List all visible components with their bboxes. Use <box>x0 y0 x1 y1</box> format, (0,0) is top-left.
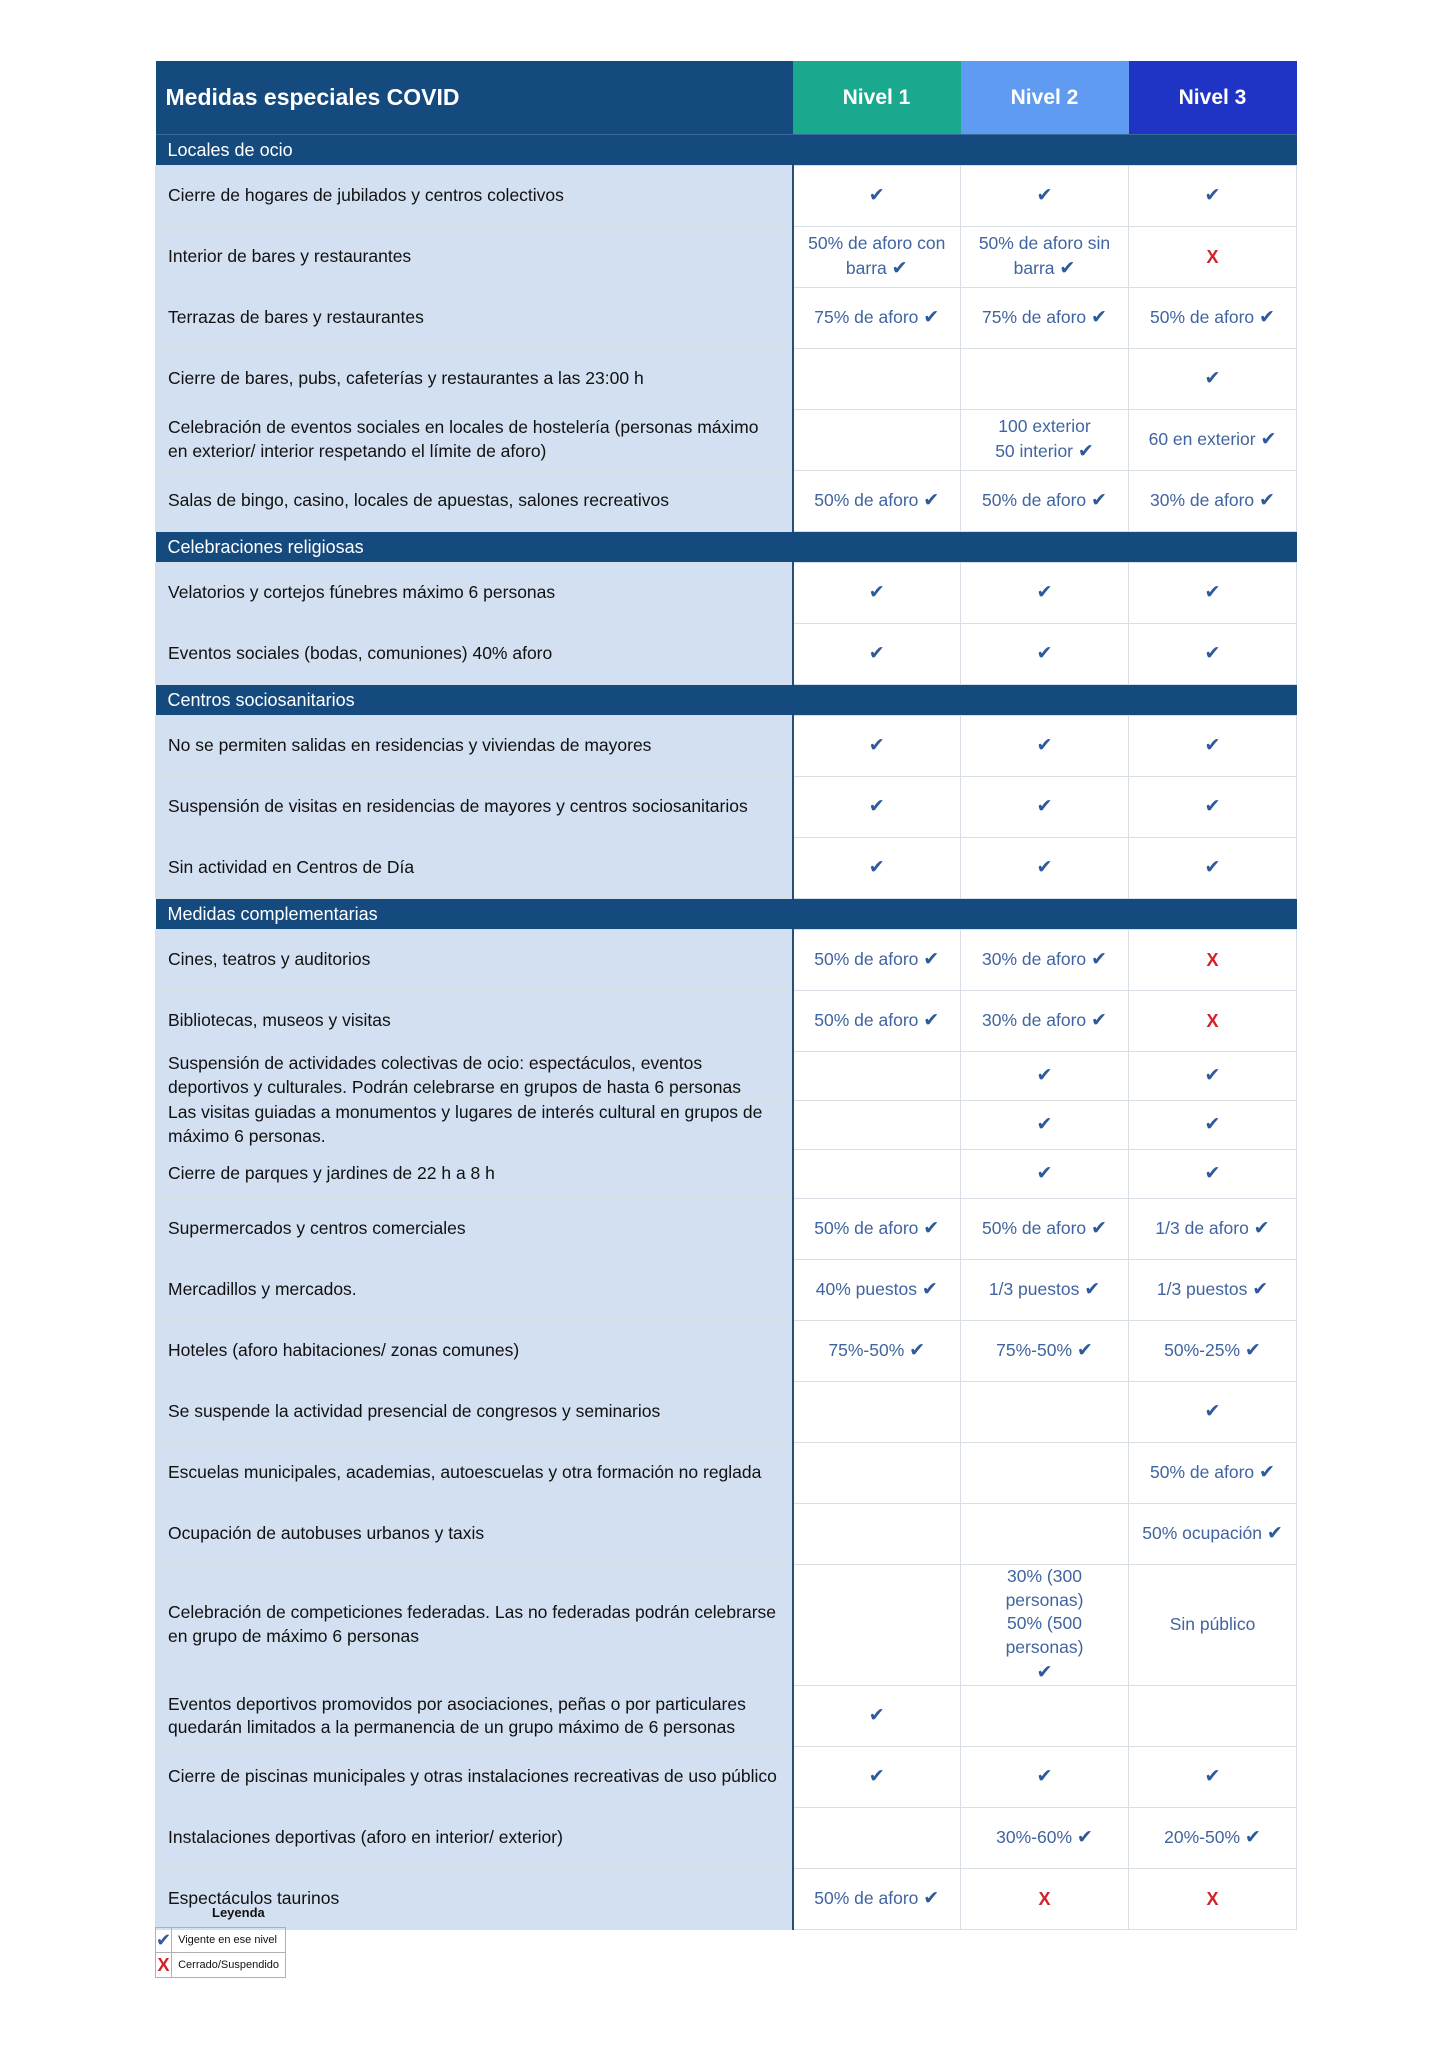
level-2-cell: 100 exterior 50 interior ✔ <box>961 410 1129 471</box>
level-1-cell <box>793 1565 961 1686</box>
level-3-cell: 1/3 puestos ✔ <box>1129 1260 1297 1321</box>
level-1-cell <box>793 1150 961 1199</box>
measure-label: Mercadillos y mercados. <box>156 1260 793 1321</box>
level-3-cell: 60 en exterior ✔ <box>1129 410 1297 471</box>
check-icon: ✔ <box>1091 1010 1107 1032</box>
level-1-cell <box>793 563 961 624</box>
measure-label: Salas de bingo, casino, locales de apuestas, salones recreativos <box>156 471 793 532</box>
table-row <box>156 624 1297 685</box>
cross-icon: X <box>1206 246 1219 267</box>
measure-label: Hoteles (aforo habitaciones/ zonas comunes) <box>156 1321 793 1382</box>
level-1-cell: 50% de aforo ✔ <box>793 471 961 532</box>
level-1-cell: 50% de aforo con barra ✔ <box>793 227 961 288</box>
level-2-cell: 50% de aforo ✔ <box>961 1199 1129 1260</box>
level-1-cell <box>793 1382 961 1443</box>
check-icon: ✔ <box>868 1766 885 1788</box>
level-2-cell: 75%-50% ✔ <box>961 1321 1129 1382</box>
table-row <box>156 166 1297 227</box>
check-icon: ✔ <box>1259 307 1275 329</box>
check-icon: ✔ <box>1076 1340 1093 1362</box>
level-2-cell <box>961 1504 1129 1565</box>
level-1-cell <box>793 349 961 410</box>
measure-label: Sin actividad en Centros de Día <box>156 838 793 899</box>
check-icon: ✔ <box>1036 643 1053 665</box>
section-header-row <box>156 135 1297 166</box>
table-row <box>156 1869 1297 1930</box>
level-3-cell <box>1129 1747 1297 1808</box>
legend-text: Cerrado/Suspendido <box>172 1953 286 1978</box>
check-icon: ✔ <box>1091 490 1107 512</box>
check-icon: ✔ <box>1059 257 1076 279</box>
table-row <box>156 777 1297 838</box>
measure-label: No se permiten salidas en residencias y viviendas de mayores <box>156 716 793 777</box>
legend-item <box>156 1953 286 1978</box>
level-2-cell: 1/3 puestos ✔ <box>961 1260 1129 1321</box>
table-row <box>156 1747 1297 1808</box>
level-3-cell: Sin público <box>1129 1565 1297 1686</box>
table-row <box>156 349 1297 410</box>
check-icon: ✔ <box>868 185 885 207</box>
level-2-cell <box>961 1443 1129 1504</box>
check-icon: ✔ <box>1204 185 1221 207</box>
check-icon: ✔ <box>1204 796 1221 818</box>
check-icon: ✔ <box>921 1279 938 1301</box>
measure-label: Espectáculos taurinos <box>156 1869 793 1930</box>
level-1-cell: 50% de aforo ✔ <box>793 930 961 991</box>
level-3-cell <box>1129 1150 1297 1199</box>
level-1-cell: 40% puestos ✔ <box>793 1260 961 1321</box>
check-icon: ✔ <box>1204 1401 1221 1423</box>
check-icon: ✔ <box>1253 1218 1270 1240</box>
table-body <box>156 135 1297 1930</box>
measure-label: Instalaciones deportivas (aforo en interior/ exterior) <box>156 1808 793 1869</box>
check-icon: ✔ <box>868 796 885 818</box>
measure-label: Ocupación de autobuses urbanos y taxis <box>156 1504 793 1565</box>
level-3-cell <box>1129 716 1297 777</box>
check-icon: ✔ <box>1036 582 1053 604</box>
level-3-cell <box>1129 1869 1297 1930</box>
level-3-cell: 30% de aforo ✔ <box>1129 471 1297 532</box>
measure-label: Cierre de bares, pubs, cafeterías y restaurantes a las 23:00 h <box>156 349 793 410</box>
measure-label: Eventos deportivos promovidos por asociaciones, peñas o por particulares quedarán limitados a la permanencia de un grupo máximo de 6 personas <box>156 1686 793 1747</box>
check-icon: ✔ <box>1204 1065 1221 1087</box>
check-icon: ✔ <box>923 1010 940 1032</box>
level-2-cell: 75% de aforo ✔ <box>961 288 1129 349</box>
measure-label: Escuelas municipales, academias, autoescuelas y otra formación no reglada <box>156 1443 793 1504</box>
check-icon: ✔ <box>1244 1827 1261 1849</box>
check-icon: ✔ <box>1204 643 1221 665</box>
check-icon: ✔ <box>868 1705 885 1727</box>
table-row <box>156 1382 1297 1443</box>
measure-label: Supermercados y centros comerciales <box>156 1199 793 1260</box>
level-3-cell: 1/3 de aforo ✔ <box>1129 1199 1297 1260</box>
level-2-cell <box>961 1869 1129 1930</box>
section-header-row <box>156 685 1297 716</box>
cross-icon: X <box>1206 1888 1219 1909</box>
level-2-cell <box>961 1747 1129 1808</box>
check-icon: ✔ <box>1036 1163 1053 1185</box>
level-2-cell <box>961 1052 1129 1101</box>
level-2-cell <box>961 166 1129 227</box>
check-icon: ✔ <box>1091 307 1107 329</box>
level-3-cell <box>1129 1101 1297 1150</box>
check-icon: ✔ <box>891 257 908 279</box>
table-row <box>156 930 1297 991</box>
check-icon: ✔ <box>1036 1661 1053 1683</box>
check-icon: ✔ <box>923 490 940 512</box>
measure-label: Cierre de hogares de jubilados y centros colectivos <box>156 166 793 227</box>
level-2-cell <box>961 838 1129 899</box>
check-icon: ✔ <box>1036 1766 1053 1788</box>
measure-label: Eventos sociales (bodas, comuniones) 40% aforo <box>156 624 793 685</box>
check-icon: ✔ <box>923 307 940 329</box>
table-header-row <box>156 61 1297 135</box>
table-row <box>156 1052 1297 1101</box>
level-3-cell: 50%-25% ✔ <box>1129 1321 1297 1382</box>
check-icon: ✔ <box>1204 1163 1221 1185</box>
check-icon: ✔ <box>1204 735 1221 757</box>
level-3-cell <box>1129 563 1297 624</box>
check-icon: ✔ <box>1091 1218 1107 1240</box>
level-3-cell <box>1129 838 1297 899</box>
level-2-cell <box>961 777 1129 838</box>
level-1-cell <box>793 1747 961 1808</box>
level-3-cell: 50% de aforo ✔ <box>1129 1443 1297 1504</box>
measure-label: Celebración de eventos sociales en locales de hostelería (personas máximo en exterior/ interior respetando el límite de aforo) <box>156 410 793 471</box>
table-row <box>156 1565 1297 1686</box>
section-title: Centros sociosanitarios <box>156 685 1297 716</box>
check-icon: ✔ <box>1252 1279 1269 1301</box>
level-1-cell <box>793 716 961 777</box>
check-icon: ✔ <box>1036 1065 1053 1087</box>
cross-icon: X <box>1206 1010 1219 1031</box>
check-icon: ✔ <box>923 949 940 971</box>
level-2-cell <box>961 1150 1129 1199</box>
level-2-cell: 50% de aforo sin barra ✔ <box>961 227 1129 288</box>
measure-label: Terrazas de bares y restaurantes <box>156 288 793 349</box>
check-icon: ✔ <box>909 1340 926 1362</box>
level-1-cell: 50% de aforo ✔ <box>793 991 961 1052</box>
check-icon: ✔ <box>1091 949 1107 971</box>
table-row <box>156 1686 1297 1747</box>
level-1-cell: 50% de aforo ✔ <box>793 1199 961 1260</box>
legend-table <box>155 1927 286 1978</box>
level-3-cell <box>1129 930 1297 991</box>
level-1-cell <box>793 838 961 899</box>
table-row <box>156 991 1297 1052</box>
check-icon: ✔ <box>1036 735 1053 757</box>
section-header-row <box>156 532 1297 563</box>
table-row <box>156 1808 1297 1869</box>
table-row <box>156 1199 1297 1260</box>
level-3-header: Nivel 3 <box>1129 61 1297 135</box>
table-row <box>156 1443 1297 1504</box>
level-2-cell <box>961 563 1129 624</box>
measure-label: Se suspende la actividad presencial de congresos y seminarios <box>156 1382 793 1443</box>
check-icon: ✔ <box>868 643 885 665</box>
table-row <box>156 716 1297 777</box>
table-row <box>156 410 1297 471</box>
level-3-cell: 50% de aforo ✔ <box>1129 288 1297 349</box>
level-2-cell <box>961 716 1129 777</box>
check-icon: ✔ <box>1036 185 1053 207</box>
table-row <box>156 471 1297 532</box>
check-icon: ✔ <box>868 735 885 757</box>
level-3-cell <box>1129 1686 1297 1747</box>
check-icon: ✔ <box>1204 1114 1221 1136</box>
check-icon: ✔ <box>1076 1827 1093 1849</box>
legend-title: Leyenda <box>212 1905 265 1920</box>
level-3-cell <box>1129 777 1297 838</box>
level-1-cell <box>793 1443 961 1504</box>
measure-label: Las visitas guiadas a monumentos y lugares de interés cultural en grupos de máximo 6 personas. <box>156 1101 793 1150</box>
check-icon: ✔ <box>1244 1340 1261 1362</box>
section-title: Medidas complementarias <box>156 899 1297 930</box>
table-row <box>156 1504 1297 1565</box>
check-icon: ✔ <box>1036 857 1053 879</box>
level-1-cell <box>793 777 961 838</box>
level-1-cell <box>793 410 961 471</box>
level-2-cell <box>961 1101 1129 1150</box>
legend-text: Vigente en ese nivel <box>172 1928 286 1953</box>
check-icon: ✔ <box>1204 582 1221 604</box>
level-1-cell <box>793 1504 961 1565</box>
level-2-cell: 30% de aforo ✔ <box>961 991 1129 1052</box>
level-2-cell <box>961 1382 1129 1443</box>
level-3-cell <box>1129 624 1297 685</box>
check-icon: ✔ <box>1259 490 1275 512</box>
level-1-header: Nivel 1 <box>793 61 961 135</box>
check-icon: ✔ <box>156 1928 172 1953</box>
check-icon: ✔ <box>1036 1114 1053 1136</box>
section-title: Celebraciones religiosas <box>156 532 1297 563</box>
level-1-cell <box>793 1808 961 1869</box>
check-icon: ✔ <box>1266 1523 1283 1545</box>
measure-label: Cierre de parques y jardines de 22 h a 8 h <box>156 1150 793 1199</box>
level-2-cell <box>961 624 1129 685</box>
measure-label: Velatorios y cortejos fúnebres máximo 6 personas <box>156 563 793 624</box>
level-1-cell <box>793 1101 961 1150</box>
level-3-cell: 20%-50% ✔ <box>1129 1808 1297 1869</box>
table-row <box>156 288 1297 349</box>
check-icon: ✔ <box>1204 368 1221 390</box>
table-row <box>156 1321 1297 1382</box>
cross-icon: X <box>1206 949 1219 970</box>
check-icon: ✔ <box>1204 857 1221 879</box>
legend-item <box>156 1928 286 1953</box>
table-row <box>156 1260 1297 1321</box>
measure-label: Cines, teatros y auditorios <box>156 930 793 991</box>
table-title: Medidas especiales COVID <box>156 61 793 135</box>
check-icon: ✔ <box>1036 796 1053 818</box>
section-title: Locales de ocio <box>156 135 1297 166</box>
level-2-header: Nivel 2 <box>961 61 1129 135</box>
check-icon: ✔ <box>868 857 885 879</box>
measure-label: Celebración de competiciones federadas. Las no federadas podrán celebrarse en grupo de máximo 6 personas <box>156 1565 793 1686</box>
level-3-cell <box>1129 1382 1297 1443</box>
level-1-cell <box>793 624 961 685</box>
level-2-cell: 30%-60% ✔ <box>961 1808 1129 1869</box>
check-icon: ✔ <box>1204 1766 1221 1788</box>
measure-label: Interior de bares y restaurantes <box>156 227 793 288</box>
measure-label: Suspensión de visitas en residencias de mayores y centros sociosanitarios <box>156 777 793 838</box>
level-1-cell <box>793 1686 961 1747</box>
check-icon: ✔ <box>923 1888 940 1910</box>
level-1-cell <box>793 166 961 227</box>
cross-icon: X <box>1038 1888 1051 1909</box>
level-2-cell <box>961 349 1129 410</box>
check-icon: ✔ <box>1084 1279 1101 1301</box>
level-2-cell: 50% de aforo ✔ <box>961 471 1129 532</box>
table-row <box>156 227 1297 288</box>
level-2-cell: 30% (300 personas) 50% (500 personas) ✔ <box>961 1565 1129 1686</box>
table-row <box>156 563 1297 624</box>
level-1-cell: 75%-50% ✔ <box>793 1321 961 1382</box>
measure-label: Bibliotecas, museos y visitas <box>156 991 793 1052</box>
level-3-cell: 50% ocupación ✔ <box>1129 1504 1297 1565</box>
level-3-cell <box>1129 991 1297 1052</box>
level-2-cell: 30% de aforo ✔ <box>961 930 1129 991</box>
check-icon: ✔ <box>1259 1462 1275 1484</box>
level-3-cell <box>1129 227 1297 288</box>
section-header-row <box>156 899 1297 930</box>
level-3-cell <box>1129 1052 1297 1101</box>
level-1-cell: 50% de aforo ✔ <box>793 1869 961 1930</box>
level-3-cell <box>1129 349 1297 410</box>
table-row <box>156 838 1297 899</box>
level-1-cell <box>793 1052 961 1101</box>
table-row <box>156 1150 1297 1199</box>
measure-label: Cierre de piscinas municipales y otras instalaciones recreativas de uso público <box>156 1747 793 1808</box>
check-icon: ✔ <box>1260 429 1277 451</box>
measure-label: Suspensión de actividades colectivas de ocio: espectáculos, eventos deportivos y culturales. Podrán celebrarse en grupos de hasta 6 personas <box>156 1052 793 1101</box>
cross-icon: X <box>156 1953 172 1978</box>
covid-measures-table <box>155 61 1297 1930</box>
level-2-cell <box>961 1686 1129 1747</box>
check-icon: ✔ <box>923 1218 940 1240</box>
level-1-cell: 75% de aforo ✔ <box>793 288 961 349</box>
check-icon: ✔ <box>1077 440 1094 462</box>
check-icon: ✔ <box>868 582 885 604</box>
table-row <box>156 1101 1297 1150</box>
level-3-cell <box>1129 166 1297 227</box>
